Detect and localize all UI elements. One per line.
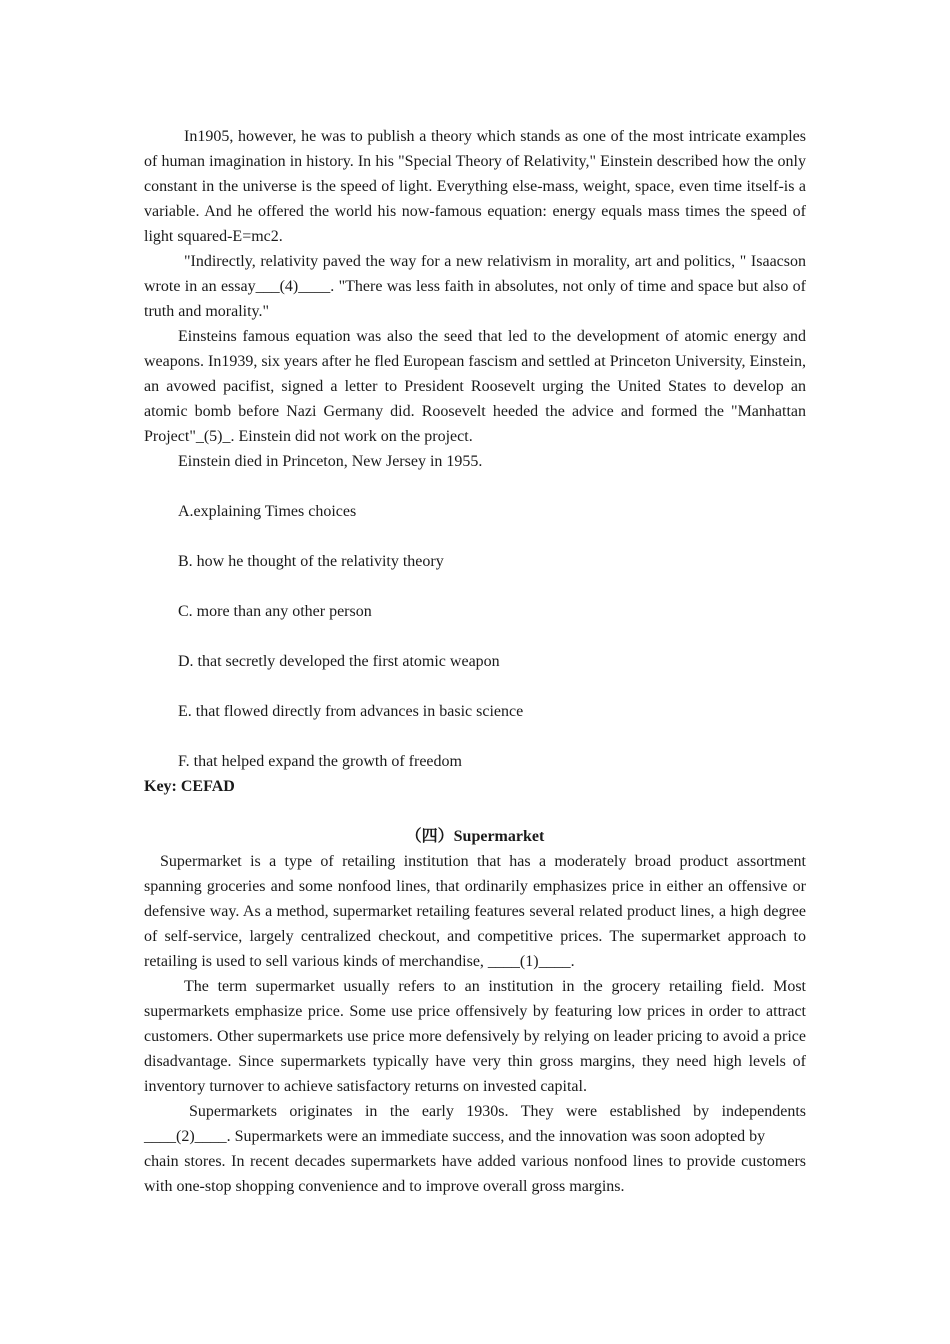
paragraph-supermarket-definition: Supermarket is a type of retailing institution that has a moderately broad product assortment spanning groceries and some nonfood lines, that ordinarily emphasizes price in either an offensive or defensive way. As a method, supermarket retailing features several related product lines, a high degree of self-service, largely centralized checkout, and competitive prices. The supermarket approach to retailing is used to sell various kinds of merchandise, ____(1)____.	[144, 853, 806, 970]
option-e: E. that flowed directly from advances in basic science	[178, 703, 524, 720]
option-d: D. that secretly developed the first atomic weapon	[178, 653, 500, 670]
paragraph-isaacson-quote: "Indirectly, relativity paved the way for a new relativism in morality, art and politics, " Isaacson wrote in an essay___(4)____. "There was less faith in absolutes, not only of time and space but also of truth and morality."	[144, 253, 806, 320]
option-a: A.explaining Times choices	[178, 503, 357, 520]
paragraph-supermarket-origin-rest: chain stores. In recent decades supermarkets have added various nonfood lines to provide customers with one-stop shopping convenience and to improve overall gross margins.	[144, 1153, 806, 1195]
answer-key: Key: CEFAD	[144, 778, 235, 795]
option-c: C. more than any other person	[178, 603, 372, 620]
section-title-supermarket: （四）Supermarket	[405, 828, 545, 845]
paragraph-relativity-theory: In1905, however, he was to publish a theory which stands as one of the most intricate examples of human imagination in history. In his "Special Theory of Relativity," Einstein described how the only constant in the universe is the speed of light. Everything else-mass, weight, space, even time itself-is a variable. And he offered the world his now-famous equation: energy equals mass times the speed of light squared-E=mc2.	[144, 128, 806, 245]
paragraph-atomic-energy: Einsteins famous equation was also the seed that led to the development of atomic energy and weapons. In1939, six years after he fled European fascism and settled at Princeton University, Einstein, an avowed pacifist, signed a letter to President Roosevelt urging the United States to develop an atomic bomb before Nazi Germany did. Roosevelt heeded the advice and formed the "Manhattan Project"_(5)_. Einstein did not work on the project.	[144, 328, 806, 445]
document-page	[144, 124, 806, 1199]
option-f: F. that helped expand the growth of freedom	[178, 753, 462, 770]
paragraph-einstein-death: Einstein died in Princeton, New Jersey in 1955.	[178, 453, 483, 470]
paragraph-supermarket-price: The term supermarket usually refers to an institution in the grocery retailing field. Most supermarkets emphasize price. Some use price offensively by featuring low prices in order to attract customers. Other supermarkets use price more defensively by relying on leader pricing to avoid a price disadvantage. Since supermarkets typically have very thin gross margins, they need high levels of inventory turnover to achieve satisfactory returns on invested capital.	[144, 978, 806, 1095]
option-b: B. how he thought of the relativity theory	[178, 553, 444, 570]
paragraph-supermarket-origin-line2: ____(2)____. Supermarkets were an immediate success, and the innovation was soon adopted by	[144, 1128, 766, 1145]
paragraph-supermarket-origin-line1: Supermarkets originates in the early 1930s. They were established by independents	[189, 1103, 806, 1120]
